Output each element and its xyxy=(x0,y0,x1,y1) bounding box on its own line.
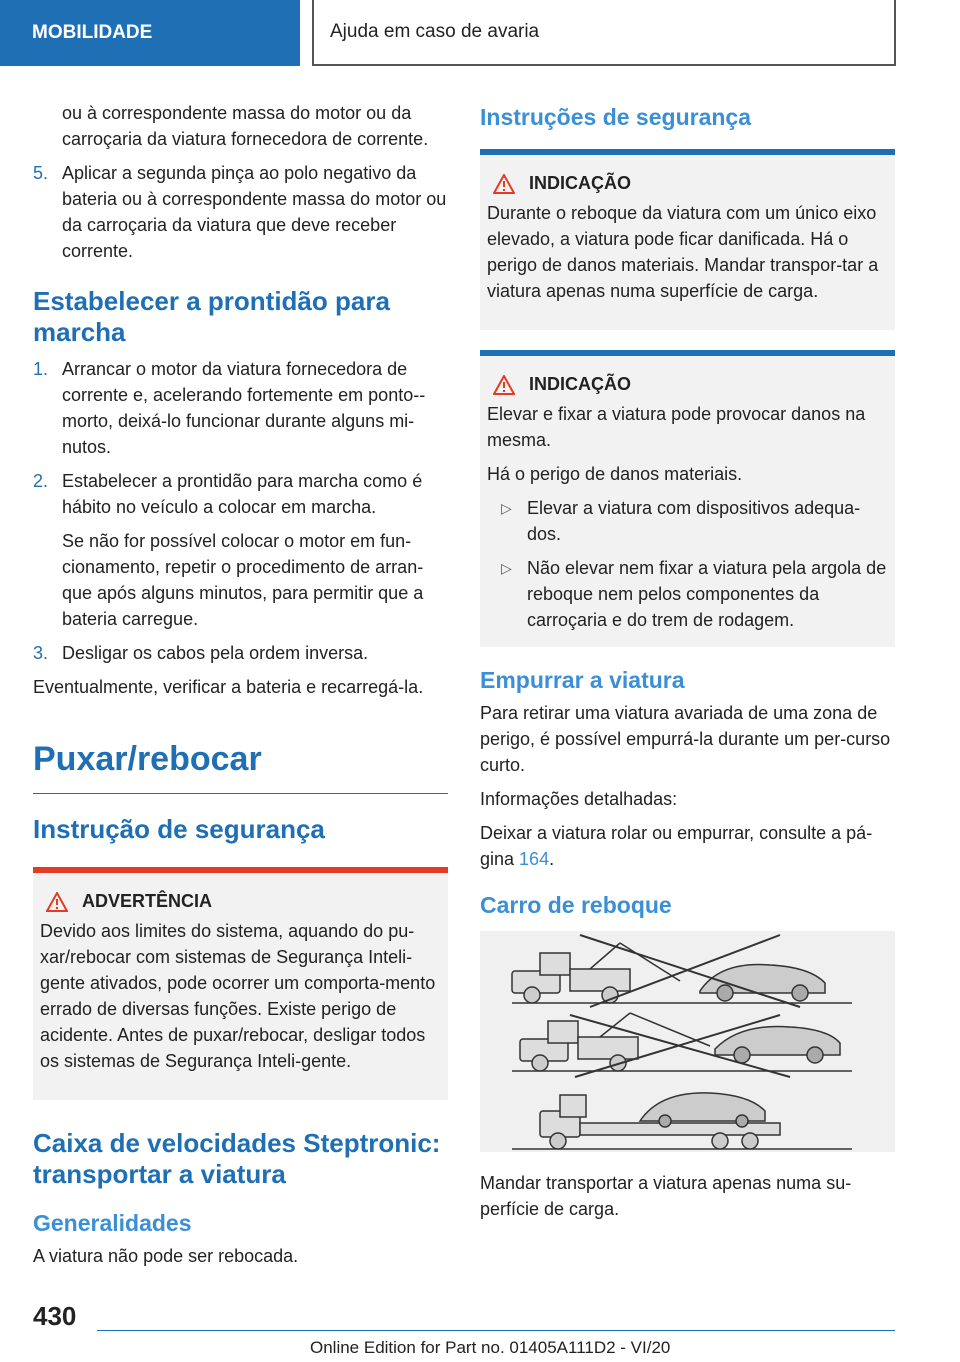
list-item xyxy=(487,555,888,633)
step-text: Estabelecer a prontidão para marcha como é hábito no veículo a colocar em marcha. xyxy=(62,471,423,517)
heading-puxar: Puxar/rebocar xyxy=(33,740,448,794)
eventual-text: Eventualmente, verificar a bateria e recarregá-la. xyxy=(33,677,424,697)
deixar-text xyxy=(480,820,895,872)
warning-label: ADVERTÊNCIA xyxy=(82,891,213,911)
heading-generalidades: Generalidades xyxy=(33,1210,192,1236)
note-label: INDICAÇÃO xyxy=(529,374,631,394)
page-number: 430 xyxy=(33,1301,77,1331)
note-text: Durante o reboque da viatura com um único eixo elevado, a viatura pode ficar danificada. Há o perigo de danos materiais. Mandar transpor-tar a viatura apenas numa superfície de carga. xyxy=(487,203,879,301)
note-label: INDICAÇÃO xyxy=(529,173,631,193)
heading-empurrar: Empurrar a viatura xyxy=(480,667,685,693)
note-title xyxy=(487,173,888,194)
note-title xyxy=(487,374,888,395)
warning-title xyxy=(40,891,441,912)
empurrar-text: Para retirar uma viatura avariada de uma zona de perigo, é possível empurrá-la durante um per-curso curto. xyxy=(480,703,891,775)
chapter-title: Ajuda em caso de avaria xyxy=(330,21,540,42)
heading-instrucao: Instrução de segurança xyxy=(33,814,325,844)
footer-divider xyxy=(97,1330,895,1331)
chapter-tab xyxy=(312,0,896,66)
section-title: MOBILIDADE xyxy=(32,22,153,43)
list-item xyxy=(33,640,448,666)
info-text: Informações detalhadas: xyxy=(480,789,678,809)
heading-prontidao: Estabelecer a prontidão para marcha xyxy=(33,286,390,347)
figure-caption: Mandar transportar a viatura apenas numa su-perfície de carga. xyxy=(480,1173,852,1219)
step-number: 3. xyxy=(33,643,49,663)
list-item xyxy=(33,468,448,520)
step-text: Arrancar o motor da viatura fornecedora de corrente e, acelerando fortemente em ponto--morto, deixá-lo funcionar durante alguns mi-nutos. xyxy=(62,359,426,457)
tow-truck-diagram xyxy=(480,931,895,1152)
section-tab xyxy=(0,0,300,66)
warning-box xyxy=(33,867,448,1100)
deixar-body: Deixar a viatura rolar ou empurrar, consulte a pá-gina xyxy=(480,823,873,869)
warning-icon xyxy=(493,174,515,194)
heading-instrucoes: Instruções de segurança xyxy=(480,104,751,130)
tow-truck-illustration xyxy=(480,931,895,1152)
period: . xyxy=(549,849,555,869)
heading-caixa: Caixa de velocidades Steptronic: transportar a viatura xyxy=(33,1128,441,1189)
bullet-text: Não elevar nem fixar a viatura pela argola de reboque nem pelos componentes da carroçaria e do trem de rodagem. xyxy=(527,558,887,630)
warning-text: Devido aos limites do sistema, aquando do pu-xar/rebocar com sistemas de Segurança Inteli-gente ativados, pode ocorrer um comporta-mento errado de diversas funções. Existe perigo de acidente. Antes de puxar/rebocar, desligar todos os sistemas de Segurança Inteli-gente. xyxy=(40,921,436,1071)
left-column xyxy=(33,100,448,1277)
bullet-text: Elevar a viatura com dispositivos adequa-dos. xyxy=(527,498,861,544)
list-item xyxy=(33,160,448,264)
bullet-icon: ▷ xyxy=(501,560,512,576)
note-text: Elevar e fixar a viatura pode provocar danos na mesma. xyxy=(487,404,866,450)
step-number: 5. xyxy=(33,163,49,183)
warning-icon xyxy=(493,375,515,395)
step-number: 2. xyxy=(33,471,49,491)
note-box xyxy=(480,149,895,330)
page-link[interactable]: 164 xyxy=(519,849,550,869)
step-text: Desligar os cabos pela ordem inversa. xyxy=(62,643,369,663)
footer-edition: Online Edition for Part no. 01405A111D2 - VI/20 xyxy=(310,1338,671,1357)
bullet-icon: ▷ xyxy=(501,500,512,516)
note-text: Há o perigo de danos materiais. xyxy=(487,464,743,484)
continued-text: ou à correspondente massa do motor ou da carroçaria da viatura fornecedora de corrente. xyxy=(62,103,429,149)
general-text: A viatura não pode ser rebocada. xyxy=(33,1246,299,1266)
heading-carro: Carro de reboque xyxy=(480,892,672,918)
step-text: Aplicar a segunda pinça ao polo negativo da bateria ou à correspondente massa do motor ou da carroçaria da viatura que deve receber corrente. xyxy=(62,163,447,261)
right-column xyxy=(480,100,895,1230)
note-box xyxy=(480,350,895,647)
warning-icon xyxy=(46,892,68,912)
list-item xyxy=(487,495,888,547)
step-extra-text: Se não for possível colocar o motor em fun-cionamento, repetir o procedimento de arran-que após alguns minutos, para permitir que a bateria carregue. xyxy=(62,531,424,629)
list-item xyxy=(33,356,448,460)
step-number: 1. xyxy=(33,359,49,379)
